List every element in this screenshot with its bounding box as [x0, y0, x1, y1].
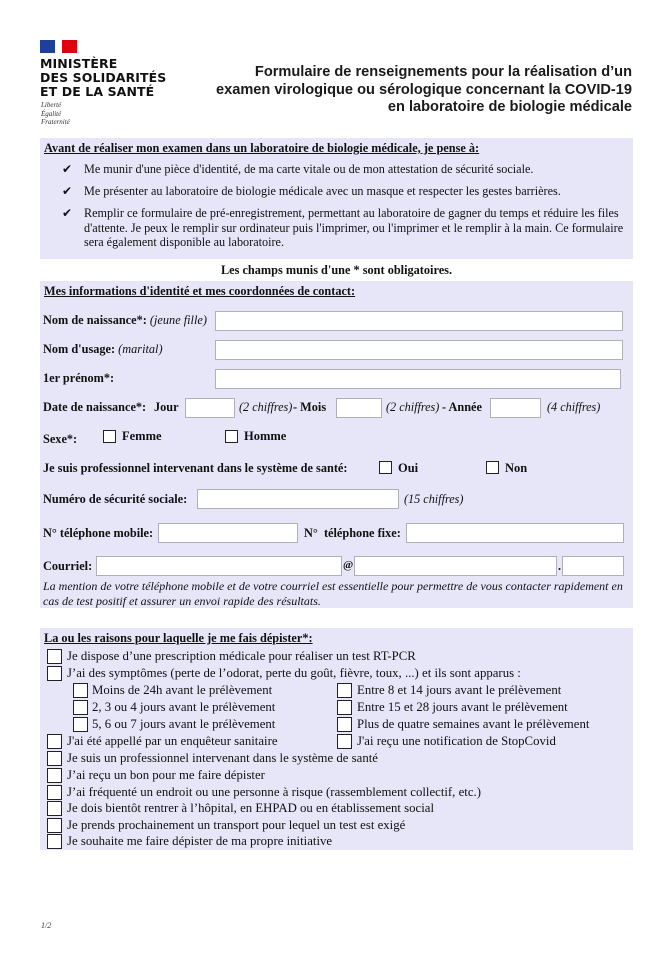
email-dot: . — [558, 559, 562, 573]
ministry-name — [40, 57, 166, 99]
health-pro-label: Je suis professionnel intervenant dans le système de santé: — [43, 461, 348, 475]
identity-panel — [40, 281, 633, 608]
ministry-line-2: DES SOLIDARITÉS — [40, 70, 167, 85]
reason-other-label: Je dois bientôt rentrer à l’hôpital, en EHPAD ou en établissement social — [67, 801, 434, 815]
form-title — [192, 64, 632, 117]
reason-contact-tracer-label: J'ai été appellé par un enquêteur sanitaire — [67, 734, 278, 748]
identity-heading: Mes informations d'identité et mes coordonnées de contact: — [44, 284, 356, 298]
ministry-line-1: MINISTÈRE — [40, 56, 118, 71]
first-name-label: 1er prénom*: — [43, 371, 115, 385]
intro-bullet-text: Me munir d'une pièce d'identité, de ma carte vitale ou de mon attestation de sécurité sociale. — [84, 162, 534, 176]
intro-bullet-text: Me présenter au laboratoire de biologie médicale avec un masque et respecter les gestes barrières. — [84, 184, 561, 198]
republic-motto — [41, 101, 70, 127]
symptom-delay-label: 2, 3 ou 4 jours avant le prélèvement — [92, 700, 276, 714]
symptom-delay-checkbox[interactable] — [73, 683, 88, 698]
month-hint: (2 chiffres) — [386, 400, 440, 414]
reason-other-checkbox[interactable] — [47, 801, 62, 816]
first-name-input[interactable] — [215, 369, 621, 389]
flag-white-band — [55, 40, 62, 53]
health-pro-oui-checkbox[interactable] — [379, 461, 392, 474]
reason-prescription-checkbox[interactable] — [47, 649, 62, 664]
health-pro-non-checkbox[interactable] — [486, 461, 499, 474]
sex-femme-checkbox[interactable] — [103, 430, 116, 443]
sex-homme-label: Homme — [244, 429, 287, 443]
landline-phone-input[interactable] — [406, 523, 624, 543]
reason-other-label: J’ai reçu un bon pour me faire dépister — [67, 768, 265, 782]
reasons-heading: La ou les raisons pour laquelle je me fais dépister*: — [44, 631, 313, 645]
usage-name-input[interactable] — [215, 340, 623, 360]
symptom-delay-label: Entre 8 et 14 jours avant le prélèvement — [357, 683, 562, 697]
motto-fraternite: Fraternité — [41, 118, 70, 126]
symptom-delay-checkbox[interactable] — [337, 700, 352, 715]
intro-bullet — [62, 162, 634, 177]
reason-other-checkbox[interactable] — [47, 785, 62, 800]
intro-heading: Avant de réaliser mon examen dans un laboratoire de biologie médicale, je pense à: — [44, 141, 480, 155]
birth-name-input[interactable] — [215, 311, 623, 331]
symptom-delay-checkbox[interactable] — [73, 717, 88, 732]
symptom-delay-checkbox[interactable] — [337, 717, 352, 732]
reason-contact-tracer-checkbox[interactable] — [47, 734, 62, 749]
month-label: - Mois — [293, 400, 327, 414]
title-line-2: examen virologique ou sérologique concernant la COVID-19 — [215, 81, 632, 98]
birth-year-input[interactable] — [490, 398, 541, 418]
reason-stopcovid-label: J'ai reçu une notification de StopCovid — [357, 734, 556, 748]
reason-other-checkbox[interactable] — [47, 751, 62, 766]
reason-other-checkbox[interactable] — [47, 834, 62, 849]
email-at-sign: @ — [343, 559, 354, 571]
intro-bullet-text: Remplir ce formulaire de pré-enregistrement, permettant au laboratoire de gagner du temps et réduire les files d'attente. Je peux le remplir sur ordinateur puis l'imprimer, ou l'imprimer et le remplir à la main. Ce formulaire sera également disponible au laboratoire. — [84, 206, 624, 249]
checkmark-icon: ✔ — [62, 162, 73, 176]
reason-other-label: Je souhaite me faire dépister de ma propre initiative — [67, 834, 333, 848]
usage-name-label-text: Nom d'usage: — [43, 342, 116, 356]
email-user-input[interactable] — [96, 556, 342, 576]
birth-date-label: Date de naissance*: — [43, 400, 147, 414]
contact-info-note: La mention de votre téléphone mobile et de votre courriel est essentielle pour permettre de vous contacter rapidement en cas de test positif et assurer un envoi rapide des résultats. — [43, 579, 623, 608]
symptom-delay-label: 5, 6 ou 7 jours avant le prélèvement — [92, 717, 276, 731]
reason-symptoms-checkbox[interactable] — [47, 666, 62, 681]
birth-month-input[interactable] — [336, 398, 382, 418]
mobile-phone-label: N° téléphone mobile: — [43, 526, 154, 540]
email-label: Courriel: — [43, 559, 93, 573]
symptom-delay-checkbox[interactable] — [337, 683, 352, 698]
flag-blue-band — [40, 40, 55, 53]
symptom-delay-label: Entre 15 et 28 jours avant le prélèvement — [357, 700, 568, 714]
reason-other-label: Je prends prochainement un transport pour lequel un test est exigé — [67, 818, 406, 832]
title-line-3: en laboratoire de biologie médicale — [387, 99, 632, 115]
usage-name-label — [43, 342, 163, 357]
reason-other-label: Je suis un professionnel intervenant dans le système de santé — [67, 751, 378, 765]
title-line-1: Formulaire de renseignements pour la réalisation d’un — [254, 64, 632, 80]
motto-liberte: Liberté — [41, 101, 62, 109]
sex-homme-checkbox[interactable] — [225, 430, 238, 443]
reason-stopcovid-checkbox[interactable] — [337, 734, 352, 749]
flag-red-band — [62, 40, 77, 53]
usage-name-hint: (marital) — [118, 342, 163, 356]
social-security-hint: (15 chiffres) — [404, 492, 464, 506]
health-pro-oui-label: Oui — [398, 461, 419, 475]
social-security-input[interactable] — [197, 489, 399, 509]
ministry-line-3: ET DE LA SANTÉ — [40, 84, 155, 99]
checkmark-icon: ✔ — [62, 206, 73, 220]
checkmark-icon: ✔ — [62, 184, 73, 198]
reason-other-checkbox[interactable] — [47, 768, 62, 783]
reason-symptoms-label: J’ai des symptômes (perte de l’odorat, perte du goût, fièvre, toux, ...) et ils sont apparus : — [67, 666, 521, 680]
reason-other-checkbox[interactable] — [47, 818, 62, 833]
sex-femme-label: Femme — [122, 429, 162, 443]
page-number: 1/2 — [41, 921, 52, 930]
year-hint: (4 chiffres) — [547, 400, 601, 414]
health-pro-non-label: Non — [505, 461, 528, 475]
email-domain-input[interactable] — [354, 556, 557, 576]
mobile-phone-input[interactable] — [158, 523, 298, 543]
landline-phone-label: N° téléphone fixe: — [304, 526, 401, 540]
birth-name-hint: (jeune fille) — [149, 313, 207, 327]
email-tld-input[interactable] — [562, 556, 624, 576]
mandatory-fields-note: Les champs munis d'une * sont obligatoires. — [220, 263, 453, 277]
birth-name-label-text: Nom de naissance*: — [43, 313, 147, 327]
motto-egalite: Égalité — [41, 109, 62, 118]
birth-day-input[interactable] — [185, 398, 235, 418]
symptom-delay-checkbox[interactable] — [73, 700, 88, 715]
social-security-label: Numéro de sécurité sociale: — [43, 492, 188, 506]
day-hint: (2 chiffres) — [239, 400, 293, 414]
birth-name-label — [43, 313, 207, 328]
sex-label: Sexe*: — [43, 432, 78, 446]
reason-other-label: J’ai fréquenté un endroit ou une personne à risque (rassemblement collectif, etc.) — [67, 785, 481, 799]
reason-prescription-label: Je dispose d’une prescription médicale pour réaliser un test RT-PCR — [67, 649, 416, 663]
symptom-delay-label: Moins de 24h avant le prélèvement — [92, 683, 273, 697]
day-label: Jour — [154, 400, 179, 414]
year-label: - Année — [442, 400, 482, 414]
intro-panel — [40, 138, 633, 259]
marianne-logo — [40, 40, 77, 53]
screening-reasons-panel — [40, 628, 633, 850]
symptom-delay-label: Plus de quatre semaines avant le prélèvement — [357, 717, 590, 731]
intro-bullet — [62, 206, 634, 250]
intro-bullet — [62, 184, 634, 199]
